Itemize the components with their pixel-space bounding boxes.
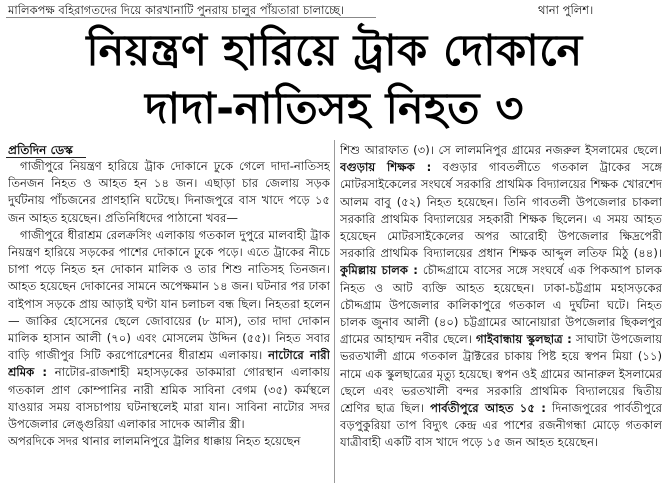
- paragraph-text: বগুড়ার গাবতলীতে গতকাল ট্রাকের সঙ্গে মোটরসাইকেলের সংঘর্ষে সরকারি প্রাথমিক বিদ্যালয়ের শিক্ষক খোরশেদ আলম বাবু (৫২) নিহত হয়েছেন। তিনি গাবতলী উপজেলার চাকলা সরকারি প্রাথমিক বিদ্যালয়ের সহকারী শিক্ষক ছিলেন। এ সময় আহত হয়েছেন মোটরসাইকেলের অপর আরোহী উপজেলার ক্ষিদ্রপেরী সরকারি প্রাথমিক বিদ্যালয়ের প্রধান শিক্ষক আব্দুল লতিফ মিঠু (৪৪)।: [340, 160, 662, 261]
- subheading-cumilla: কুমিল্লায় চালক :: [340, 263, 418, 278]
- subheading-natore: নাটোরে নারী শ্রমিক :: [8, 348, 330, 380]
- subheading-bogura: বগুড়ায় শিক্ষক :: [340, 160, 432, 175]
- byline: প্রতিদিন ডেস্ক: [8, 143, 73, 157]
- article-column-left: [8, 158, 330, 483]
- previous-article-right-tail: থানা পুলিশ।: [538, 3, 594, 17]
- column-divider: [334, 140, 335, 483]
- headline-line-2: দাদা-নাতিসহ নিহত ৩: [145, 84, 524, 134]
- previous-article-strip: [0, 0, 669, 22]
- paragraph: [340, 142, 662, 452]
- article-column-right: [340, 142, 662, 483]
- paragraph: [8, 227, 330, 433]
- paragraph-text: চৌদ্দগ্রামে বাসের সঙ্গে সংঘর্ষে এক পিকআপ চালক নিহত ও আট ব্যক্তি আহত হয়েছেন। ঢাকা-চট্টগ্রাম মহাসড়কের চৌদ্দগ্রাম উপজেলার কালিকাপুরে গতকাল এ দুর্ঘটনা ঘটে। নিহত চালক জুনাব আলী (৪০) চট্টগ্রামের আনোয়ারা উপজেলার ছিকলপুর গ্রামের আহাম্মদ নবীর ছেলে।: [340, 263, 662, 347]
- paragraph-text: শিশু আরাফাত (৩)। সে লালমনিপুর গ্রামের নজরুল ইসলামের ছেলে।: [340, 143, 662, 157]
- subheading-gaibandha: গাইবান্ধায় স্কুলছাত্র :: [476, 332, 572, 347]
- paragraph-text: সাঘাটা উপজেলায় ভরতখালী গ্রামে গতকাল ট্রাক্টরের চাকায় পিষ্ট হয়ে স্বপন মিয়া (১১) নামে এক স্কুলছাত্রের মৃত্যু হয়েছে। স্বপন ওই গ্রামের আনারুল ইসলামের ছেলে এবং ভরতখালী বন্দর সরকারি প্রাথমিক বিদ্যালয়ের দ্বিতীয় শ্রেণির ছাত্র ছিল।: [340, 332, 662, 416]
- top-rule: [6, 17, 376, 18]
- paragraph-text: দিনাজপুরের পার্বতীপুরে বড়পুকুরিয়া তাপ বিদ্যুৎ কেন্দ্র এর পাশের রজনীগন্ধা মোড়ে গতকাল যাত্রীবাহী একটি বাস খাদে পড়ে ১৫ জন আহত হয়েছেন।: [340, 401, 662, 450]
- paragraph-text: নাটোর-রাজশাহী মহাসড়কের ডাকমারা গোরস্থান এলাকায় গতকাল প্রাণ কোম্পানির নারী শ্রমিক সাবিনা বেগম (৩৫) কর্মস্থলে যাওয়ার সময় বাসচাপায় ঘটনাস্থলেই মারা যান। সাবিনা নাটোর সদর উপজেলার লেঙ্গুরিয়া এলাকার সাদেক আলীর স্ত্রী।: [8, 365, 330, 432]
- subheading-parbatipur: পার্বতীপুরে আহত ১৫ :: [430, 401, 546, 416]
- paragraph: গাজীপুরে নিয়ন্ত্রণ হারিয়ে ট্রাক দোকানে ঢুকে গেলে দাদা-নাতিসহ তিনজন নিহত ও আহত হন ১৪ জন। এছাড়া চার জেলায় সড়ক দুর্ঘটনায় পাঁচজনের প্রাণহানি ঘটেছে। দিনাজপুরে বাস খাদে পড়ে ১৫ জন আহত হয়েছেন। প্রতিনিধিদের পাঠানো খবর—: [8, 159, 330, 225]
- paragraph: অপরদিকে সদর থানার লালমনিপুরে ট্রলির ধাক্কায় নিহত হয়েছেন: [8, 434, 301, 449]
- paragraph-text: গাজীপুরে ধীরাশ্রম রেলক্রসিং এলাকায় গতকাল দুপুরে মালবাহী ট্রাক নিয়ন্ত্রণ হারিয়ে সড়কের পাশের দোকানে ঢুকে পড়ে। এতে ট্রাকের নীচে চাপা পড়ে নিহত হন দোকান মালিক ও তার শিশু নাতিসহ তিনজন। আহত হয়েছেন দোকানের সামনে অপেক্ষমান ১৪ জন। ঘটনার পর ঢাকা বাইপাস সড়কে প্রায় আড়াই ঘণ্টা যান চলাচল বন্ধ ছিল। নিহতরা হলেন— জাকির হোসেনের ছেলে জোবায়ের (৮ মাস), তার দাদা দোকান মালিক হাসান আলী (৭০) এবং মোসলেম উদ্দিন (৫৫)। নিহত সবার বাড়ি গাজীপুর সিটি করপোরেশনের ধীরাশ্রম এলাকায়।: [8, 227, 330, 363]
- headline-line-1: নিয়ন্ত্রণ হারিয়ে ট্রাক দোকানে: [86, 26, 583, 76]
- previous-article-tail: মালিকপক্ষ বহিরাগতদের দিয়ে কারখানাটি পুনরায় চালুর পাঁয়তারা চালাচ্ছে।: [8, 3, 345, 17]
